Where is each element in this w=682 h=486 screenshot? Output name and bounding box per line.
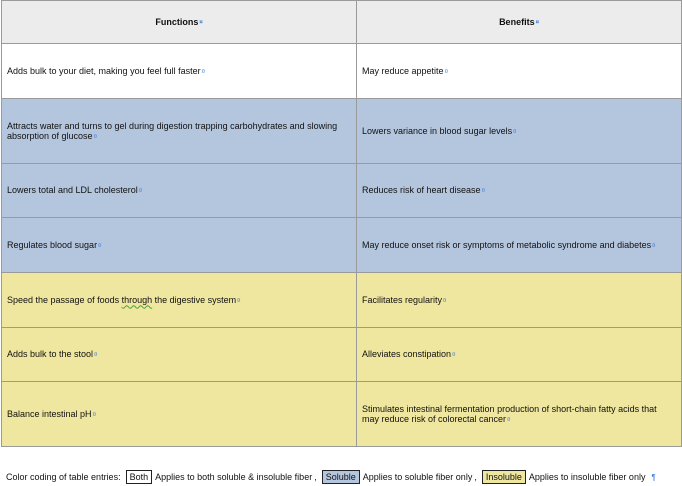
table-header-row bbox=[2, 1, 682, 44]
benefit-cell: Lowers variance in blood sugar levels¤ bbox=[357, 99, 682, 164]
legend-intro: Color coding of table entries: bbox=[6, 472, 121, 482]
benefits-header: Benefits¤ bbox=[357, 1, 682, 44]
end-of-cell-marker-icon: ¤ bbox=[513, 128, 517, 135]
benefit-cell: Facilitates regularity¤ bbox=[357, 273, 682, 328]
table-row bbox=[2, 273, 682, 328]
benefit-cell: Stimulates intestinal fermentation production of short-chain fatty acids that may reduce risk of colorectal cancer¤ bbox=[357, 382, 682, 447]
legend-both-text: Applies to both soluble & insoluble fiber bbox=[155, 472, 313, 482]
end-of-cell-marker-icon: ¤ bbox=[652, 242, 656, 249]
table-row bbox=[2, 328, 682, 382]
legend-insoluble-text: Applies to insoluble fiber only bbox=[528, 472, 646, 482]
functions-header: Functions¤ bbox=[2, 1, 357, 44]
benefit-cell: Reduces risk of heart disease¤ bbox=[357, 164, 682, 218]
table-row bbox=[2, 164, 682, 218]
function-cell: Attracts water and turns to gel during digestion trapping carbohydrates and slowing absorption of glucose¤ bbox=[2, 99, 357, 164]
end-of-cell-marker-icon: ¤ bbox=[98, 242, 102, 249]
end-of-cell-marker-icon: ¤ bbox=[507, 416, 511, 423]
fiber-table bbox=[1, 0, 682, 447]
benefit-cell: May reduce appetite¤ bbox=[357, 44, 682, 99]
end-of-cell-marker-icon: ¤ bbox=[443, 297, 447, 304]
end-of-cell-marker-icon: ¤ bbox=[535, 19, 539, 26]
function-cell: Regulates blood sugar¤ bbox=[2, 218, 357, 273]
table-row bbox=[2, 44, 682, 99]
function-cell: Adds bulk to the stool¤ bbox=[2, 328, 357, 382]
end-of-cell-marker-icon: ¤ bbox=[237, 297, 241, 304]
end-of-cell-marker-icon: ¤ bbox=[94, 352, 98, 358]
table-row bbox=[2, 99, 682, 164]
end-of-cell-marker-icon: ¤ bbox=[452, 352, 456, 358]
legend-insoluble-swatch: Insoluble bbox=[482, 470, 526, 484]
function-cell: Adds bulk to your diet, making you feel full faster¤ bbox=[2, 44, 357, 99]
end-of-cell-marker-icon: ¤ bbox=[92, 411, 96, 418]
benefit-cell: Alleviates constipation¤ bbox=[357, 328, 682, 382]
table-row bbox=[2, 218, 682, 273]
function-cell: Speed the passage of foods through the digestive system¤ bbox=[2, 273, 357, 328]
pilcrow-icon: ¶ bbox=[651, 472, 656, 482]
end-of-cell-marker-icon: ¤ bbox=[199, 19, 203, 26]
end-of-cell-marker-icon: ¤ bbox=[93, 133, 97, 140]
end-of-cell-marker-icon: ¤ bbox=[201, 68, 205, 75]
function-cell: Balance intestinal pH¤ bbox=[2, 382, 357, 447]
color-legend: Color coding of table entries: Both Applies to both soluble & insoluble fiber , Soluble Applies to soluble fiber only , Insoluble Applies to insoluble fiber only ¶ bbox=[6, 472, 656, 482]
legend-soluble-text: Applies to soluble fiber only bbox=[362, 472, 473, 482]
function-cell: Lowers total and LDL cholesterol¤ bbox=[2, 164, 357, 218]
spelling-squiggle: through bbox=[121, 294, 153, 305]
end-of-cell-marker-icon: ¤ bbox=[481, 188, 485, 194]
legend-soluble-swatch: Soluble bbox=[322, 470, 360, 484]
end-of-cell-marker-icon: ¤ bbox=[444, 68, 448, 75]
end-of-cell-marker-icon: ¤ bbox=[138, 188, 143, 194]
benefit-cell: May reduce onset risk or symptoms of metabolic syndrome and diabetes¤ bbox=[357, 218, 682, 273]
legend-both-swatch: Both bbox=[126, 470, 153, 484]
table-row bbox=[2, 382, 682, 447]
